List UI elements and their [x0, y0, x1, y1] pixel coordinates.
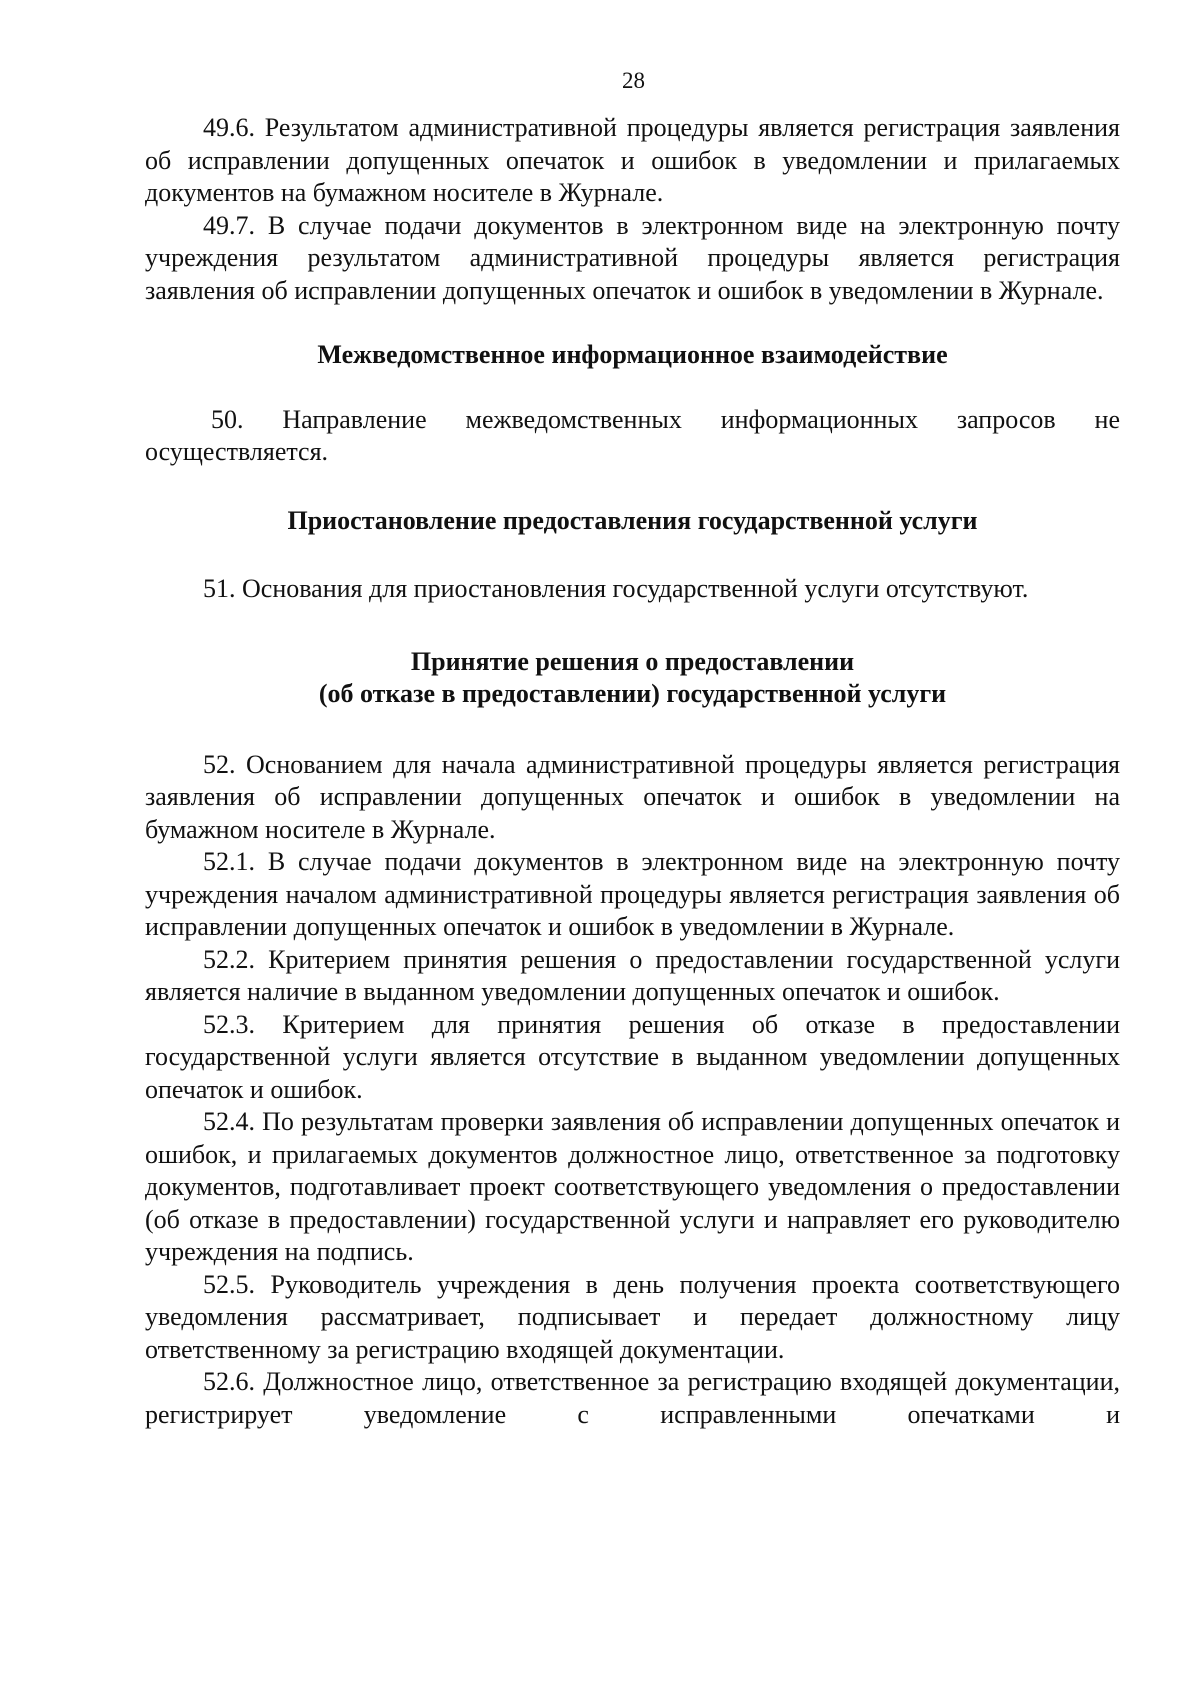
paragraph-52-4: 52.4. По результатам проверки заявления об исправлении допущенных опечаток и ошибок, и прилагаемых документов должностное лицо, ответственное за подготовку документов, подготавливает проект соответствующего уведомления о предоставлении (об отказе в предоставлении) государственной услуги и направляет его руководителю учреждения на подпись.: [145, 1107, 1120, 1266]
section-heading-interagency: Межведомственное информационное взаимодействие: [317, 340, 948, 369]
spacer: [145, 372, 1120, 404]
paragraph-52-2: 52.2. Критерием принятия решения о предоставлении государственной услуги является наличие в выданном уведомлении допущенных опечаток и ошибок.: [145, 944, 1120, 1006]
spacer: [145, 711, 1120, 749]
spacer: [145, 537, 1120, 573]
paragraph-50: 50. Направление межведомственных информационных запросов не осуществляется.: [145, 404, 1120, 466]
paragraph-52: 52. Основанием для начала административной процедуры является регистрация заявления об исправлении допущенных опечаток и ошибок в уведомлении на бумажном носителе в Журнале.: [145, 749, 1120, 844]
paragraph-49-7: 49.7. В случае подачи документов в электронном виде на электронную почту учреждения результатом административной процедуры является регистрация заявления об исправлении допущенных опечаток и ошибок в уведомлении в Журнале.: [145, 210, 1120, 305]
section-heading-decision-line1: Принятие решения о предоставлении: [410, 646, 855, 676]
spacer: [145, 307, 1120, 339]
paragraph-52-6: 52.6. Должностное лицо, ответственное за регистрацию входящей документации, регистрирует уведомление с исправленными опечатками и: [145, 1367, 1120, 1429]
section-heading-decision-line2: (об отказе в предоставлении) государственной услуги: [318, 679, 947, 708]
paragraph-52-1: 52.1. В случае подачи документов в электронном виде на электронную почту учреждения началом административной процедуры является регистрация заявления об исправлении допущенных опечаток и ошибок в уведомлении в Журнале.: [145, 847, 1120, 941]
paragraph-52-3: 52.3. Критерием для принятия решения об отказе в предоставлении государственной услуги является отсутствие в выданном уведомлении допущенных опечаток и ошибок.: [145, 1009, 1120, 1104]
paragraph-51: 51. Основания для приостановления государственной услуги отсутствуют.: [203, 574, 1029, 603]
spacer: [145, 606, 1120, 646]
paragraph-49-6: 49.6. Результатом административной процедуры является регистрация заявления об исправлении допущенных опечаток и ошибок в уведомлении и прилагаемых документов на бумажном носителе в Журнале.: [145, 113, 1120, 207]
page-number: 28: [622, 68, 645, 93]
document-body: [145, 112, 1120, 1431]
spacer: [145, 469, 1120, 505]
section-heading-suspension: Приостановление предоставления государственной услуги: [287, 505, 978, 535]
paragraph-52-5: 52.5. Руководитель учреждения в день получения проекта соответствующего уведомления рассматривает, подписывает и передает должностному лицу ответственному за регистрацию входящей документации.: [145, 1269, 1120, 1364]
